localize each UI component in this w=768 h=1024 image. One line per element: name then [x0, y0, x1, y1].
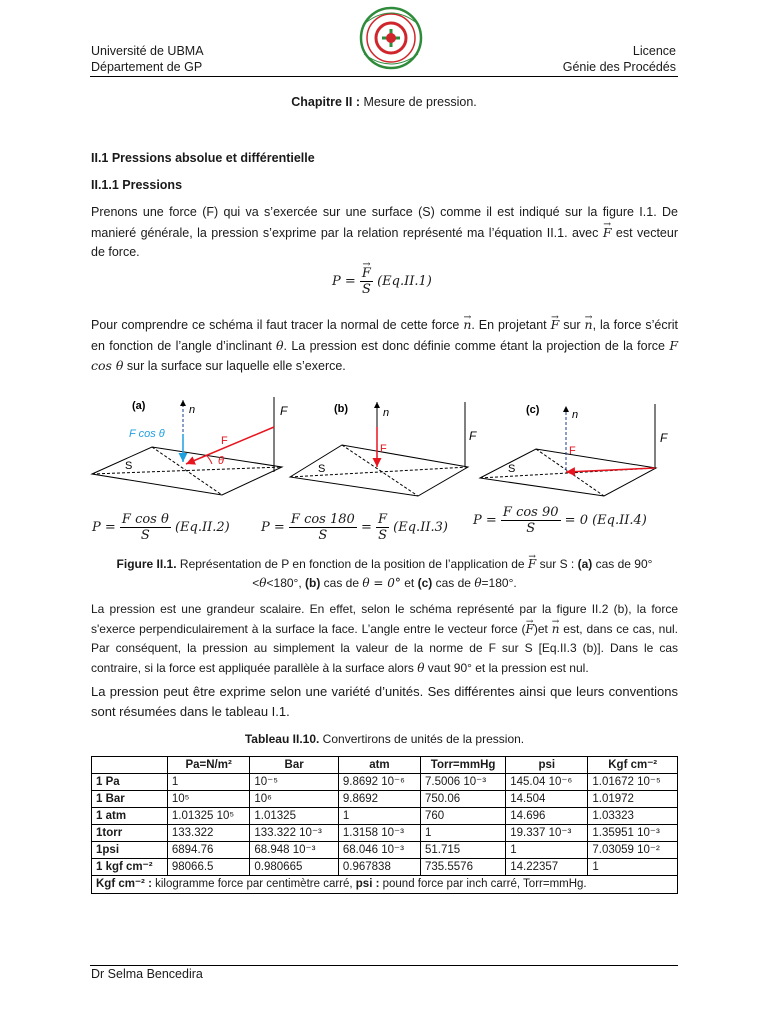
table-cell: 760: [421, 808, 506, 825]
table-cell: 9.8692 10⁻⁶: [338, 774, 420, 791]
svg-text:S: S: [125, 460, 133, 472]
header-divider: [90, 76, 678, 77]
table-header-cell: Pa=N/m²: [167, 757, 250, 774]
svg-text:F: F: [221, 435, 228, 447]
table-row-header: 1 Pa: [92, 774, 168, 791]
svg-text:(c): (c): [526, 404, 540, 416]
svg-text:F cos θ: F cos θ: [129, 428, 165, 440]
table-cell: 1.01325 10⁵: [167, 808, 250, 825]
table-header-cell: Bar: [250, 757, 338, 774]
table-cell: 0.980665: [250, 859, 338, 876]
table-header-cell: psi: [506, 757, 588, 774]
table-cell: 145.04 10⁻⁶: [506, 774, 588, 791]
svg-text:F: F: [660, 431, 668, 445]
svg-text:n: n: [383, 407, 390, 419]
table-header-cell: [92, 757, 168, 774]
table-cell: 1: [421, 825, 506, 842]
header-right: [563, 43, 676, 75]
table-cell: 1.01672 10⁻⁵: [588, 774, 678, 791]
table-cell: 1.3158 10⁻³: [338, 825, 420, 842]
footer-author: Dr Selma Bencedira: [91, 967, 203, 981]
table-cell: 14.22357: [506, 859, 588, 876]
table-cell: 19.337 10⁻³: [506, 825, 588, 842]
figure-panel-c: [480, 404, 668, 496]
svg-text:θ: θ: [218, 455, 224, 467]
table-cell: 1: [167, 774, 250, 791]
table-cell: 6894.76: [167, 842, 250, 859]
table-cell: 1.35951 10⁻³: [588, 825, 678, 842]
table-row: [92, 808, 678, 825]
table-note-row: [92, 876, 678, 894]
university-logo: [350, 2, 432, 72]
table-cell: 7.5006 10⁻³: [421, 774, 506, 791]
table-row-header: 1 Bar: [92, 791, 168, 808]
table-cell: 10⁶: [250, 791, 338, 808]
table-cell: 1.03323: [588, 808, 678, 825]
paragraph-intro: Prenons une force (F) qui va s’exercée sur une surface (S) comme il est indiqué sur la figure I.1. De manieré générale, la pression s’exprime par la relation représenté ma l’équation II.1. avec F → est vecteur de force.: [91, 203, 678, 263]
table-cell: 9.8692: [338, 791, 420, 808]
svg-text:(a): (a): [132, 400, 146, 412]
pressure-figure: [88, 392, 680, 512]
equation-2: P = $\frac{\text{F cos θ}}{S}$ (Eq.II.2): [92, 512, 230, 543]
program-name: Génie des Procédés: [562, 60, 676, 74]
table-row: [92, 791, 678, 808]
paragraph-projection: Pour comprendre ce schéma il faut tracer la normal de cette force n →. En projetant F → sur n →, la force s’écrit en fonction de l’angle d’inclinant θ. La pression est donc définie comme étant la projection de la force F cos θ sur la surface sur laquelle elle s’exerce.: [91, 315, 678, 377]
table-cell: 51.715: [421, 842, 506, 859]
table-header-cell: Kgf cm⁻²: [588, 757, 678, 774]
table-cell: 98066.5: [167, 859, 250, 876]
chapter-title: [90, 95, 678, 109]
svg-text:n: n: [572, 409, 579, 421]
table-cell: 1: [338, 808, 420, 825]
table-cell: 14.696: [506, 808, 588, 825]
table-cell: 133.322: [167, 825, 250, 842]
table-row: [92, 825, 678, 842]
section-heading: II.1 Pressions absolue et différentielle: [91, 151, 315, 165]
table-note: Kgf cm⁻² : kilogramme force par centimètre carré, psi : pound force par inch carré, Torr=mmHg.: [92, 876, 678, 894]
figure-caption: Figure II.1. Représentation de P en fonction de la position de l’application de F → sur S : (a) cas de 90° <θ<180°, (b) cas de θ = 0° et (c) cas de θ=180°.: [91, 555, 678, 593]
equation-3: P = $\frac{\text{F cos 180}}{S}$ = $\frac{F}{S}$ (Eq.II.3): [261, 512, 448, 543]
svg-text:F: F: [469, 429, 477, 443]
table-header-row: [92, 757, 678, 774]
table-cell: 1.01972: [588, 791, 678, 808]
table-row-header: 1psi: [92, 842, 168, 859]
svg-text:F: F: [569, 445, 576, 457]
svg-text:S: S: [508, 463, 516, 475]
equation-4: P = $\frac{\text{F cos 90}}{S}$ = 0 (Eq.II.4): [473, 505, 647, 536]
table-cell: 10⁻⁵: [250, 774, 338, 791]
force-vector-symbol: F →: [603, 223, 612, 243]
table-row-header: 1 kgf cm⁻²: [92, 859, 168, 876]
figure-panel-a: [92, 397, 288, 495]
figure-panel-b: [290, 402, 477, 496]
table-header-cell: atm: [338, 757, 420, 774]
paragraph-scalar: La pression est une grandeur scalaire. En effet, selon le schéma représenté par la figure II.2 (b), la force s'exerce perpendiculairement à la surface la face. L’angle entre le vecteur force (F →)et n → est, dans ce cas, nul. Par conséquent, la pression au simplement la valeur de la norme de F sur S [Eq.II.3 (b)]. Dans le cas contraire, si la force est appliquée parallèle à la surface alors θ vaut 90° et la pression est nul.: [91, 600, 678, 678]
subsection-heading: II.1.1 Pressions: [91, 178, 183, 192]
conversion-table: [91, 756, 678, 894]
table-cell: 7.03059 10⁻²: [588, 842, 678, 859]
table-cell: 750.06: [421, 791, 506, 808]
department-name: Département de GP: [91, 60, 203, 74]
table-cell: 1.01325: [250, 808, 338, 825]
equation-1: P = $\frac{F \to}{S}$ (Eq.II.1): [332, 266, 432, 297]
svg-text:F: F: [380, 443, 387, 455]
paragraph-units: La pression peut être exprime selon une variété d’unités. Ses différentes ainsi que leurs conventions sont résumées dans le tableau I.1.: [91, 684, 678, 719]
table-cell: 1: [506, 842, 588, 859]
svg-text:F: F: [280, 404, 288, 418]
svg-text:n: n: [189, 404, 196, 416]
table-row-header: 1torr: [92, 825, 168, 842]
svg-text:S: S: [318, 463, 326, 475]
footer-divider: [90, 965, 678, 966]
table-row: [92, 859, 678, 876]
chapter-text: Mesure de pression.: [360, 95, 477, 109]
table-cell: 0.967838: [338, 859, 420, 876]
table-row: [92, 842, 678, 859]
table-cell: 133.322 10⁻³: [250, 825, 338, 842]
table-cell: 10⁵: [167, 791, 250, 808]
table-row-header: 1 atm: [92, 808, 168, 825]
header-left: [91, 43, 204, 75]
university-name: Université de UBMA: [91, 44, 204, 58]
svg-text:(b): (b): [334, 403, 349, 415]
table-cell: 68.948 10⁻³: [250, 842, 338, 859]
force-vector: [186, 427, 274, 464]
table-cell: 1: [588, 859, 678, 876]
level-name: Licence: [632, 44, 676, 58]
table-cell: 735.5576: [421, 859, 506, 876]
table-cell: 68.046 10⁻³: [338, 842, 420, 859]
table-header-cell: Torr=mmHg: [421, 757, 506, 774]
table-caption: Tableau II.10. Convertirons de unités de la pression.: [244, 732, 525, 746]
table-cell: 14.504: [506, 791, 588, 808]
table-row: [92, 774, 678, 791]
chapter-label: Chapitre II :: [291, 95, 361, 109]
